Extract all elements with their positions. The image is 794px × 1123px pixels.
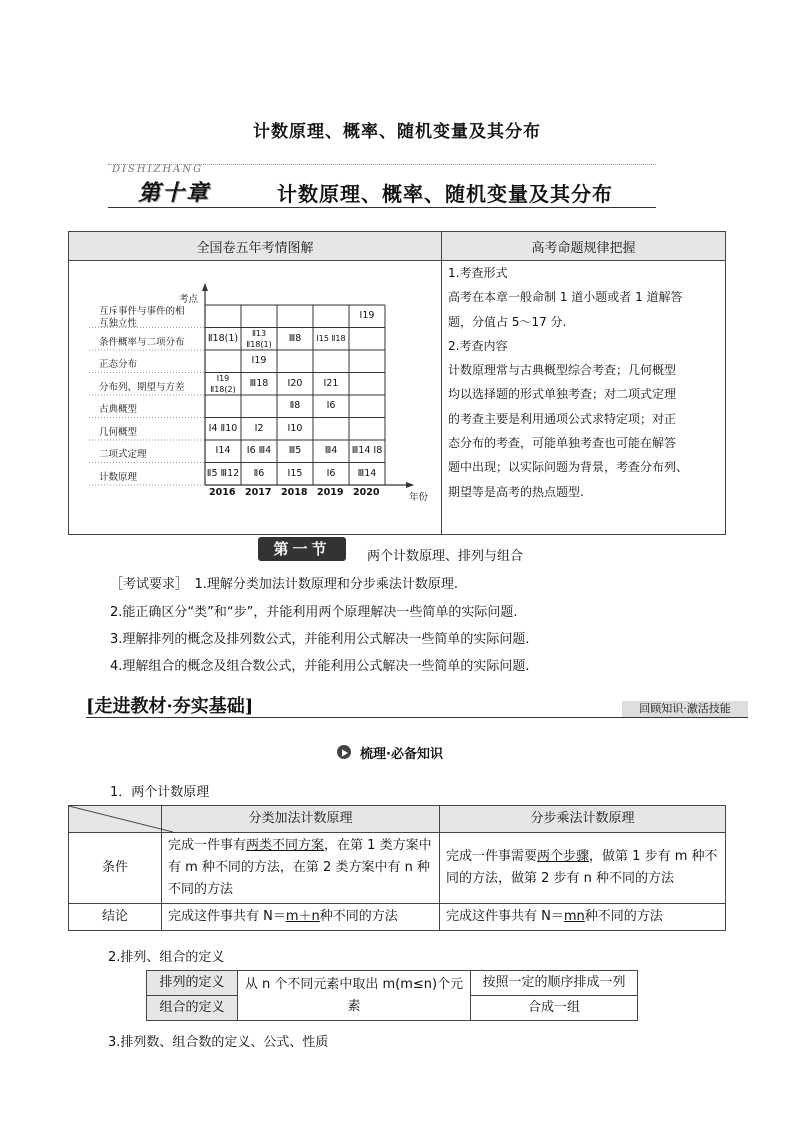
chart-cell-text: Ⅰ6 Ⅲ4 (246, 445, 272, 456)
topic-label: 互斥事件与事件的相 (99, 306, 185, 317)
section-title: 两个计数原理、排列与组合 (367, 549, 524, 564)
conclusion-a (162, 904, 440, 931)
chart-cell-text: Ⅲ14 (357, 467, 377, 479)
chart-cell-text: Ⅰ20 (287, 377, 303, 389)
year-tick-label: 2019 (317, 487, 344, 498)
comb-action: 合成一组 (471, 996, 638, 1021)
text: ，在第 1 类方案中有 m 种不同的方法，在第 2 类方案中有 n 种不同的方法 (168, 838, 432, 897)
topic-label: 条件概率与二项分布 (99, 336, 185, 348)
chart-cell (206, 333, 240, 344)
requirement-line: 2.能正确区分“类”和“步”，并能利用两个原理解决一些简单的实际问题. (110, 605, 518, 620)
year-tick-label: 2017 (245, 487, 272, 498)
col-a-header: 分类加法计数原理 (162, 806, 440, 833)
paragraph-heading: 3.排列数、组合数的定义、公式、性质 (108, 1035, 329, 1050)
chart-cell (242, 445, 276, 456)
chart-cell (278, 378, 312, 389)
diagonal-line (69, 806, 173, 832)
chart-cell-text: Ⅱ6 (253, 467, 265, 479)
underlined-text: 两个步骤 (537, 849, 590, 864)
year-tick-label: 2020 (353, 487, 380, 498)
rules-line: 均以选择题的形式单独考查；对二项式定理 (448, 387, 677, 402)
chapter-number: 第十章 (138, 180, 211, 206)
definition-table (146, 970, 638, 1021)
chart-cell (242, 468, 276, 479)
chart-cell-text: Ⅲ18 (249, 377, 269, 389)
y-axis-label: 考点 (179, 294, 199, 305)
chart-cell-text: Ⅲ14 Ⅰ8 (351, 445, 383, 456)
chapter-title: 计数原理、概率、随机变量及其分布 (277, 182, 613, 206)
chart-cell (314, 378, 348, 389)
exam-chart (69, 261, 439, 532)
exam-rules (442, 261, 726, 535)
subheading: 梳理·必备知识 (360, 747, 443, 762)
chart-cell-text: Ⅰ15 (287, 467, 303, 479)
year-tick-label: 2016 (209, 487, 236, 498)
counting-table (68, 805, 726, 931)
rules-line: 2.考查内容 (448, 338, 508, 353)
rules-line: 高考在本章一般命制 1 道小题或者 1 道解答 (448, 290, 683, 305)
axis-arrow (202, 283, 208, 291)
overview-col1-header: 全国卷五年考情图解 (69, 232, 442, 261)
topic-label: 几何概型 (99, 426, 138, 438)
chart-cell-text: Ⅰ14 (215, 445, 231, 456)
chapter-latin: DISHIZHANG (112, 164, 204, 175)
rules-line: 态分布的考查，可能单独考查也可能在解答 (448, 436, 677, 451)
chart-cell-text: Ⅲ8 (288, 332, 302, 344)
chart-cell-text: Ⅱ8 (289, 400, 301, 411)
overview-table (68, 231, 726, 535)
comb-label: 组合的定义 (147, 996, 238, 1021)
rules-line: 1.考查形式 (448, 266, 508, 280)
divider (86, 717, 748, 718)
chart-cell (278, 445, 312, 456)
chart-cell (278, 400, 312, 411)
chart-cell (206, 423, 240, 434)
exam-chart-cell (69, 261, 442, 535)
col-b-header: 分步乘法计数原理 (440, 806, 726, 833)
text: 种不同的方法 (584, 909, 663, 924)
topic-label: 分布列、期望与方差 (99, 381, 185, 393)
underlined-text: 两类不同方案 (246, 838, 325, 853)
chart-cell (314, 468, 348, 479)
condition-a (162, 833, 440, 904)
text: 完成一件事有 (168, 838, 247, 853)
chart-cell-text: Ⅱ5 Ⅲ12 (206, 467, 240, 479)
text: 完成这件事共有 N＝ (168, 909, 286, 924)
condition-b (440, 833, 726, 904)
row-label: 条件 (69, 833, 162, 904)
chart-cell-text: Ⅰ21 (323, 377, 339, 389)
overview-col2-header: 高考命题规律把握 (442, 232, 726, 261)
year-tick-label: 2018 (281, 487, 308, 498)
text: ，做第 1 步有 m 种不同的方法，做第 2 步有 n 种不同的方法 (446, 849, 718, 886)
chart-cell (314, 333, 348, 344)
underlined-text: m＋n (285, 909, 320, 924)
topic-label: 正态分布 (99, 359, 138, 370)
chart-cell-text: Ⅰ2 (254, 422, 264, 434)
underlined-text: mn (563, 909, 585, 924)
band-title: [走进教材·夯实基础] (86, 696, 254, 717)
chart-cell (206, 373, 240, 395)
conclusion-b (440, 904, 726, 931)
chart-cell (278, 468, 312, 479)
rules-line: 题中出现；以实际问题为背景，考查分布列、 (448, 460, 689, 475)
chart-cell (278, 333, 312, 344)
chart-cell-text: Ⅰ19 (359, 310, 375, 321)
page-title: 计数原理、概率、随机变量及其分布 (253, 122, 541, 142)
requirement-line: 3.理解排列的概念及排列数公式，并能利用公式解决一些简单的实际问题. (110, 632, 530, 647)
text: 完成一件事需要 (446, 849, 538, 864)
perm-label: 排列的定义 (147, 971, 238, 996)
rules-line: 的考查主要是利用通项公式求特定项；对正 (448, 411, 677, 426)
topic-label: 互独立性 (99, 318, 138, 329)
text: 种不同的方法 (319, 909, 398, 924)
chart-cell (242, 355, 276, 366)
topic-label: 古典概型 (99, 404, 138, 415)
chart-cell (350, 468, 384, 479)
chart-cell (350, 310, 384, 321)
paragraph-heading: 1．两个计数原理 (110, 785, 210, 800)
chart-cell-text: Ⅲ5 (288, 445, 302, 456)
chart-cell (242, 423, 276, 434)
rules-line: 期望等是高考的热点题型. (448, 484, 584, 499)
chart-cell-text: Ⅱ18(1) (246, 339, 272, 349)
chart-cell-text: Ⅱ18(2) (210, 384, 236, 394)
chart-cell (206, 468, 240, 479)
topic-label: 计数原理 (99, 471, 138, 483)
chart-cell-text: Ⅰ6 (326, 400, 336, 411)
row-label: 结论 (69, 904, 162, 931)
chart-cell-text: Ⅱ18(1) (207, 332, 239, 344)
paragraph-heading: 2.排列、组合的定义 (108, 950, 225, 965)
chart-cell-text: Ⅰ19 (216, 373, 230, 383)
chart-cell (314, 445, 348, 456)
x-axis-label: 年份 (409, 492, 429, 503)
play-icon (337, 745, 351, 759)
chart-cell-text: Ⅰ10 (287, 422, 303, 434)
chart-cell (242, 328, 276, 350)
axis-arrow (406, 482, 414, 488)
chart-cell-text: Ⅰ6 (326, 467, 336, 479)
requirement-line: ［考试要求］ 1.理解分类加法计数原理和分步乘法计数原理. (110, 577, 459, 592)
chart-cell (278, 423, 312, 434)
topic-label: 二项式定理 (99, 449, 147, 460)
chart-cell (350, 445, 384, 456)
chart-cell-text: Ⅲ4 (324, 445, 338, 456)
rules-line: 题，分值占 5～17 分. (448, 314, 567, 329)
chart-cell-text: Ⅱ13 (251, 328, 267, 338)
chart-cell (314, 400, 348, 411)
chart-cell-text: Ⅰ15 Ⅱ18 (316, 333, 346, 343)
perm-action: 按照一定的顺序排成一列 (471, 971, 638, 996)
section-badge: 第一节 (258, 537, 346, 561)
corner-cell (69, 806, 162, 833)
divider (108, 207, 656, 208)
common-definition: 从 n 个不同元素中取出 m(m≤n)个元素 (238, 971, 471, 1021)
band-tag: 回顾知识·激活技能 (622, 701, 748, 717)
rules-line: 计数原理常与古典概型综合考查；几何概型 (448, 363, 677, 378)
chart-cell (242, 378, 276, 389)
requirement-line: 4.理解组合的概念及组合数公式，并能利用公式解决一些简单的实际问题. (110, 659, 530, 674)
chart-cell-text: Ⅰ4 Ⅱ10 (208, 422, 238, 434)
text: 完成这件事共有 N＝ (446, 909, 564, 924)
chart-cell (206, 445, 240, 456)
chart-cell-text: Ⅰ19 (251, 355, 267, 366)
